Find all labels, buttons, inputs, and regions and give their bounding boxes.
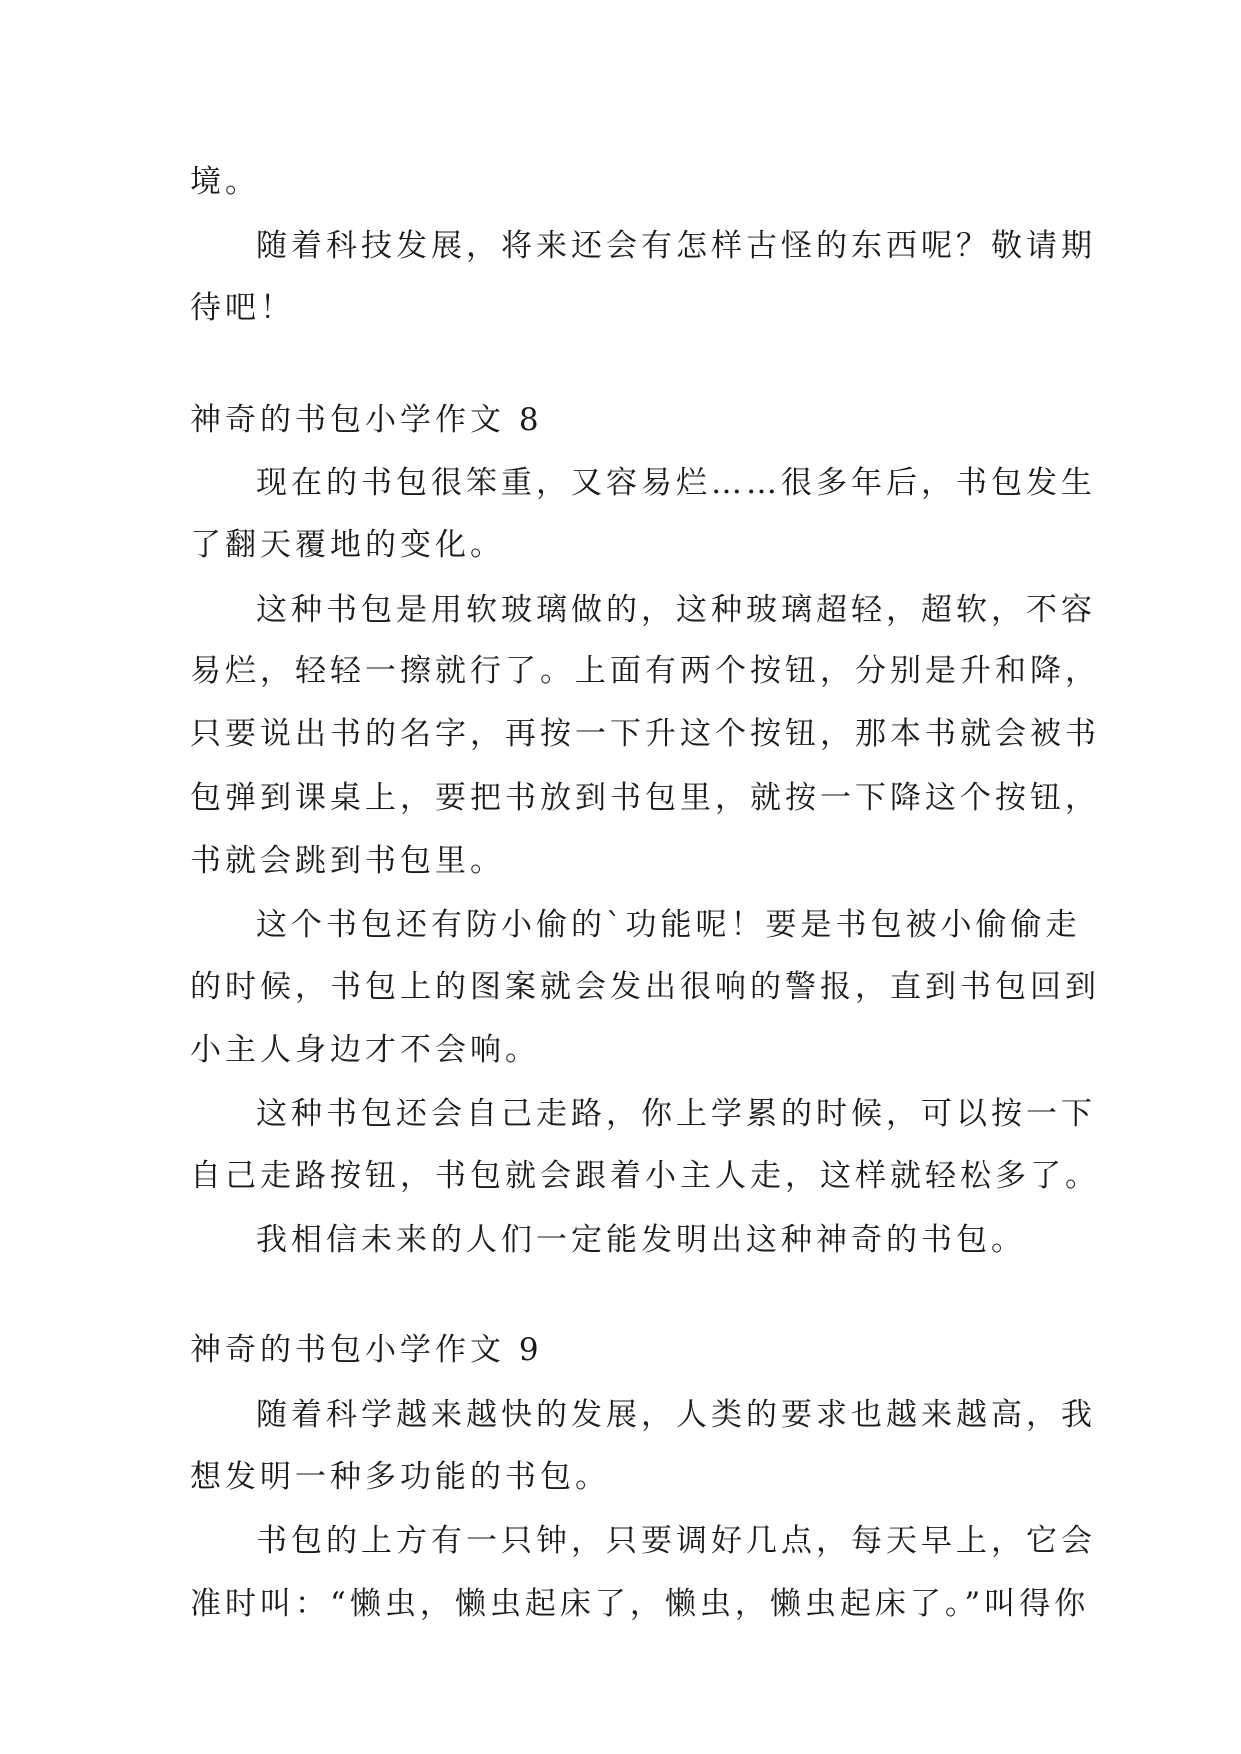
text-line: 书包的上方有一只钟，只要调好几点，每天早上，它会 <box>256 1523 1096 1559</box>
text-line: 随着科学越来越快的发展，人类的要求也越来越高，我 <box>256 1397 1096 1433</box>
text-line: 了翻天覆地的变化。 <box>190 527 505 563</box>
text-line: 这种书包是用软玻璃做的，这种玻璃超轻，超软，不容 <box>256 592 1096 628</box>
text-line: 待吧！ <box>190 290 295 326</box>
text-line: 只要说出书的名字，再按一下升这个按钮，那本书就会被书 <box>190 716 1100 752</box>
text-line: 我相信未来的人们一定能发明出这种神奇的书包。 <box>256 1222 1026 1258</box>
text-line: 随着科技发展，将来还会有怎样古怪的东西呢？敬请期 <box>256 228 1096 264</box>
text-line: 境。 <box>190 164 260 200</box>
text-line: 自己走路按钮，书包就会跟着小主人走，这样就轻松多了。 <box>190 1158 1100 1194</box>
text-line: 易烂，轻轻一擦就行了。上面有两个按钮，分别是升和降， <box>190 653 1100 689</box>
text-line: 的时候，书包上的图案就会发出很响的警报，直到书包回到 <box>190 969 1100 1005</box>
text-line: 书就会跳到书包里。 <box>190 843 505 879</box>
text-line: 包弹到课桌上，要把书放到书包里，就按一下降这个按钮， <box>190 780 1100 816</box>
text-line: 这个书包还有防小偷的`功能呢！要是书包被小偷偷走 <box>256 907 1081 943</box>
section-heading: 神奇的书包小学作文 8 <box>190 402 543 438</box>
section-heading: 神奇的书包小学作文 9 <box>190 1332 543 1368</box>
text-line: 这种书包还会自己走路，你上学累的时候，可以按一下 <box>256 1096 1096 1132</box>
text-line: 小主人身边才不会响。 <box>190 1032 540 1068</box>
text-line: 想发明一种多功能的书包。 <box>190 1459 610 1495</box>
text-line: 现在的书包很笨重，又容易烂……很多年后，书包发生 <box>256 465 1096 501</box>
text-line: 准时叫：“懒虫，懒虫起床了，懒虫，懒虫起床了。”叫得你 <box>190 1586 1090 1622</box>
